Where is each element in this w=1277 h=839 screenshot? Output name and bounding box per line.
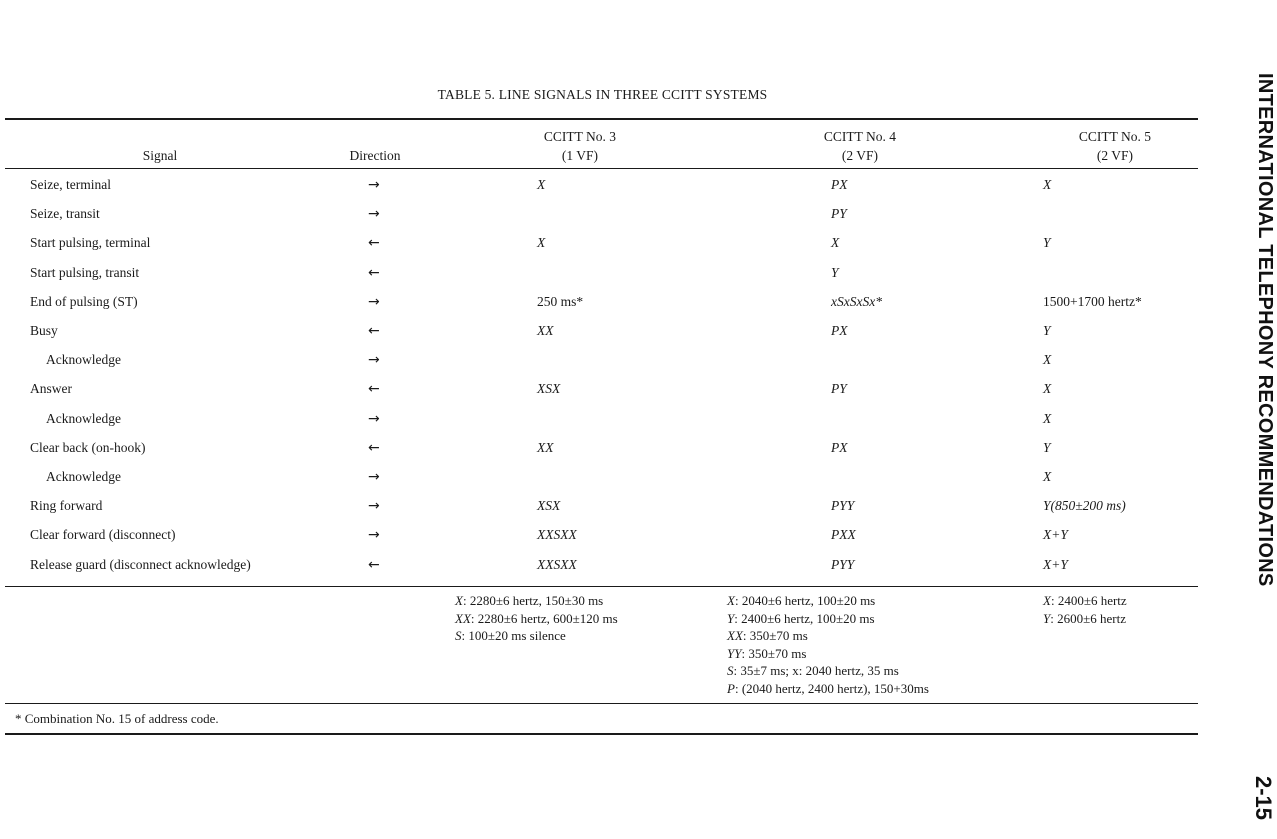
cell-no4: PYY (831, 557, 855, 572)
cell-signal: Start pulsing, terminal (30, 235, 151, 250)
cell-no4: PYY (831, 498, 855, 513)
header-ccitt-no4-name: CCITT No. 4 (823, 129, 897, 144)
definition-code: P (727, 680, 735, 696)
cell-no3: 250 ms* (537, 294, 584, 309)
definition-no5 (1043, 592, 1127, 609)
cell-no4: X (831, 235, 840, 250)
cell-direction: ← (368, 265, 380, 281)
cell-direction: → (368, 469, 380, 485)
cell-signal: Start pulsing, transit (30, 265, 140, 280)
definition-code: YY (727, 645, 742, 661)
cell-signal: Ring forward (30, 498, 103, 513)
cell-no4: PX (831, 323, 848, 338)
definition-text: : (2040 hertz, 2400 hertz), 150+30ms (734, 680, 929, 696)
cell-no5: X+Y (1043, 527, 1068, 542)
cell-no3: X (537, 177, 546, 192)
cell-no4: PX (831, 440, 848, 455)
cell-direction: ← (368, 235, 380, 251)
header-ccitt-no5-name: CCITT No. 5 (1078, 129, 1152, 144)
cell-no5: Y (1043, 235, 1051, 250)
cell-direction: ← (368, 440, 380, 456)
cell-no3: XSX (537, 498, 561, 513)
cell-no3: XXSXX (537, 557, 577, 572)
cell-signal: Acknowledge (46, 469, 121, 484)
cell-no5: X (1043, 381, 1052, 396)
header-rule (5, 168, 1198, 169)
table-bottom-rule (5, 733, 1198, 735)
definition-code: X (727, 593, 735, 608)
cell-direction: → (368, 177, 380, 193)
definition-text: : 2600±6 hertz (1050, 610, 1126, 626)
definition-code: XX (727, 628, 743, 643)
cell-direction: ← (368, 323, 380, 339)
definition-text: : 2400±6 hertz, 100±20 ms (734, 610, 875, 626)
definition-no4 (727, 645, 806, 662)
cell-no4: PY (831, 206, 847, 221)
definition-text: : 2040±6 hertz, 100±20 ms (734, 593, 876, 608)
cell-no5: X+Y (1043, 557, 1068, 572)
table-top-rule (5, 118, 1198, 120)
cell-direction: → (368, 411, 380, 427)
definition-code: Y (727, 610, 735, 626)
cell-no3: XX (537, 440, 554, 455)
header-signal: Signal (142, 148, 178, 163)
table-caption (5, 87, 1200, 103)
cell-no3: XXSXX (537, 527, 577, 542)
cell-signal: Clear forward (disconnect) (30, 527, 176, 542)
definition-no3 (455, 592, 603, 609)
definition-code: X (455, 593, 463, 608)
cell-signal: Busy (30, 323, 58, 338)
definition-code: X (1043, 593, 1051, 608)
definition-no3 (455, 627, 566, 644)
caption-prefix: TABLE 5. (437, 87, 499, 102)
cell-signal: Acknowledge (46, 411, 121, 426)
cell-no3: XSX (537, 381, 561, 396)
definition-text: : 350±70 ms (742, 628, 808, 643)
cell-signal: Release guard (disconnect acknowledge) (30, 557, 251, 572)
definition-no5 (1043, 610, 1126, 627)
cell-signal: Seize, transit (30, 206, 100, 221)
definition-text: : 100±20 ms silence (461, 628, 566, 643)
cell-no4: PY (831, 381, 847, 396)
cell-direction: ← (368, 381, 380, 397)
cell-direction: → (368, 206, 380, 222)
cell-no5: X (1043, 411, 1052, 426)
header-ccitt-no3 (480, 127, 680, 165)
cell-no5: X (1043, 469, 1052, 484)
cell-no3: X (537, 235, 546, 250)
definition-code: Y (1043, 610, 1051, 626)
caption-title: LINE SIGNALS IN THREE CCITT SYSTEMS (498, 87, 768, 102)
cell-no5: Y (1043, 440, 1051, 455)
header-ccitt-no4 (760, 127, 960, 165)
notes-rule (5, 703, 1198, 704)
cell-direction: → (368, 498, 380, 514)
cell-signal: Answer (30, 381, 72, 396)
header-ccitt-no5-sub: (2 VF) (1096, 148, 1134, 163)
definition-no4 (727, 680, 929, 697)
definition-text: : 2400±6 hertz (1050, 593, 1127, 608)
cell-no4: PX (831, 177, 848, 192)
cell-no4: Y (831, 265, 839, 280)
definition-no4 (727, 610, 875, 627)
cell-signal: Clear back (on-hook) (30, 440, 146, 455)
footnote: * Combination No. 15 of address code. (15, 711, 219, 726)
cell-no5: X (1043, 177, 1052, 192)
cell-direction: → (368, 527, 380, 543)
header-ccitt-no3-sub: (1 VF) (561, 148, 599, 163)
cell-direction: → (368, 294, 380, 310)
header-ccitt-no5 (1015, 127, 1215, 165)
definition-code: XX (455, 610, 471, 626)
cell-no4: PXX (831, 527, 856, 542)
cell-no5: 1500+1700 hertz* (1043, 294, 1142, 309)
cell-signal: End of pulsing (ST) (30, 294, 138, 309)
definition-text: : 350±70 ms (741, 645, 807, 661)
cell-no4: xSxSxSx* (831, 294, 882, 309)
cell-no3: XX (537, 323, 554, 338)
running-head: INTERNATIONAL TELEPHONY RECOMMENDATIONS (1254, 73, 1276, 587)
definition-no4 (727, 662, 899, 679)
body-rule (5, 586, 1198, 587)
cell-direction: ← (368, 557, 380, 573)
cell-no5: Y(850±200 ms) (1043, 498, 1126, 513)
definition-code: S (727, 663, 734, 678)
header-direction: Direction (349, 148, 401, 163)
page-number: 2-15 (1251, 775, 1276, 821)
definition-no4 (727, 592, 875, 609)
header-ccitt-no4-sub: (2 VF) (841, 148, 879, 163)
cell-no5: Y (1043, 323, 1051, 338)
cell-no5: X (1043, 352, 1052, 367)
definition-code: S (455, 628, 462, 643)
definition-text: : 2280±6 hertz, 600±120 ms (470, 610, 618, 626)
definition-text: : 35±7 ms; x: 2040 hertz, 35 ms (733, 663, 899, 678)
definition-no3 (455, 610, 618, 627)
header-ccitt-no3-name: CCITT No. 3 (543, 129, 617, 144)
cell-signal: Seize, terminal (30, 177, 111, 192)
cell-direction: → (368, 352, 380, 368)
definition-text: : 2280±6 hertz, 150±30 ms (462, 593, 604, 608)
cell-signal: Acknowledge (46, 352, 121, 367)
definition-no4 (727, 627, 808, 644)
